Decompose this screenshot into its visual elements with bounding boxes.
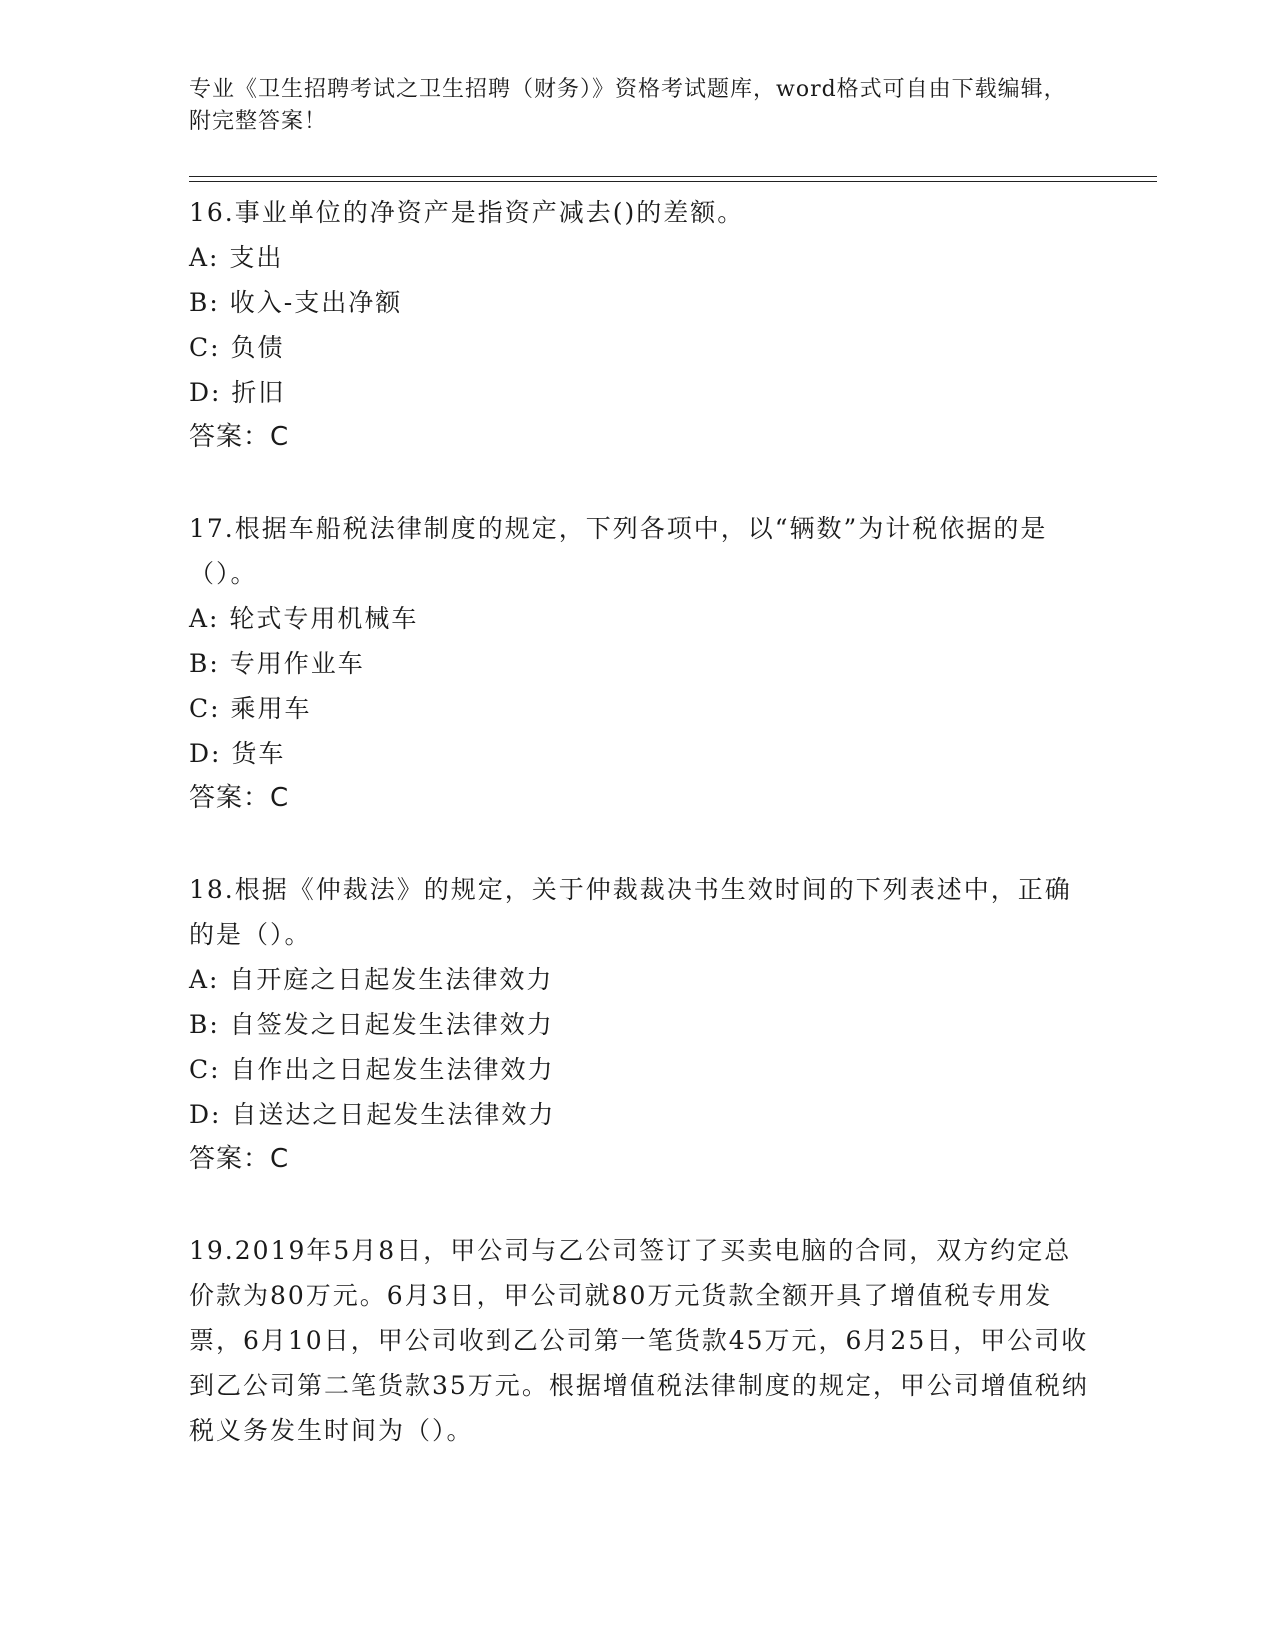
answer-line: 答案：C (189, 422, 290, 452)
option-a: A: 自开庭之日起发生法律效力 (189, 965, 554, 994)
question-16 (189, 190, 1089, 460)
question-stem: 18.根据《仲裁法》的规定，关于仲裁裁决书生效时间的下列表述中，正确的是（）。 (189, 875, 1072, 949)
page-header: 专业《卫生招聘考试之卫生招聘（财务）》资格考试题库，word格式可自由下载编辑，附完整答案！ (189, 77, 1067, 134)
option-d: D: 货车 (189, 739, 286, 768)
question-17 (189, 506, 1089, 821)
question-19 (189, 1228, 1089, 1453)
question-stem: 16.事业单位的净资产是指资产减去()的差额。 (189, 198, 745, 227)
option-c: C: 自作出之日起发生法律效力 (189, 1055, 555, 1084)
question-stem: 19.2019年5月8日，甲公司与乙公司签订了买卖电脑的合同，双方约定总价款为80万元。6月3日，甲公司就80万元货款全额开具了增值税专用发票，6月10日，甲公司收到乙公司第一笔货款45万元，6月25日，甲公司收到乙公司第二笔货款35万元。根据增值税法律制度的规定，甲公司增值税纳税义务发生时间为（）。 (189, 1236, 1089, 1445)
option-b: B: 收入-支出净额 (189, 288, 403, 317)
header-divider-bottom (189, 181, 1157, 182)
option-a: A: 轮式专用机械车 (189, 604, 419, 633)
option-b: B: 专用作业车 (189, 649, 365, 678)
option-b: B: 自签发之日起发生法律效力 (189, 1010, 554, 1039)
option-d: D: 自送达之日起发生法律效力 (189, 1100, 556, 1129)
option-c: C: 乘用车 (189, 694, 312, 723)
question-stem: 17.根据车船税法律制度的规定，下列各项中，以“辆数”为计税依据的是（）。 (189, 514, 1048, 588)
answer-line: 答案：C (189, 1144, 290, 1174)
option-d: D: 折旧 (189, 378, 286, 407)
question-list (189, 190, 1089, 1499)
option-c: C: 负债 (189, 333, 285, 362)
header-divider-top (189, 176, 1157, 177)
question-18 (189, 867, 1089, 1182)
option-a: A: 支出 (189, 243, 284, 272)
answer-line: 答案：C (189, 783, 290, 813)
